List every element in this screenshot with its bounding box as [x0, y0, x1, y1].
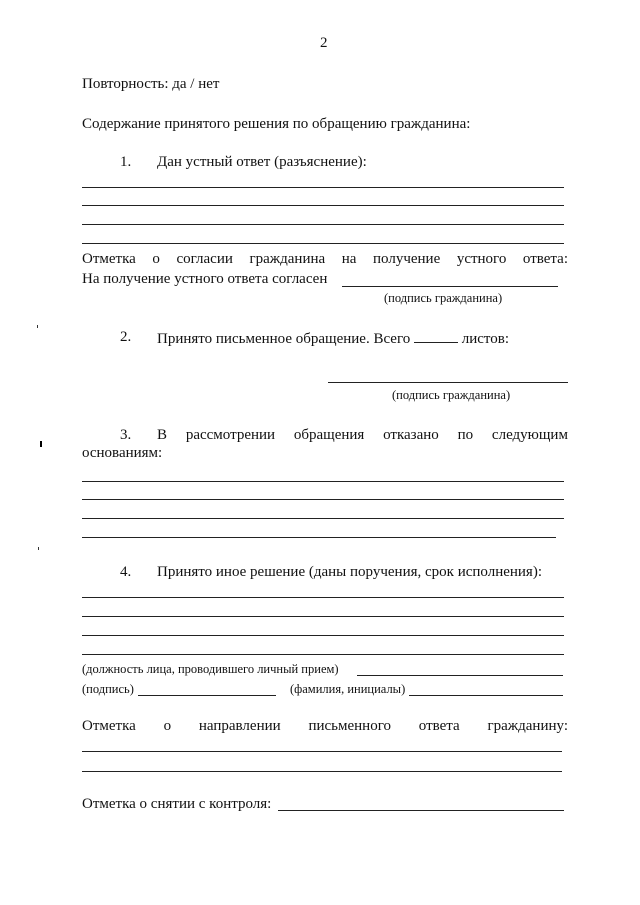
scan-speck	[37, 325, 38, 328]
section1-signature-caption: (подпись гражданина)	[384, 291, 503, 305]
section1-consent-line2: На получение устного ответа согласен	[82, 271, 328, 287]
scan-speck	[40, 441, 42, 447]
official-name-field[interactable]	[409, 695, 563, 696]
official-signature-label: (подпись)	[82, 682, 134, 696]
section4-decision-line-2[interactable]	[82, 616, 564, 617]
section1-number: 1.	[120, 154, 132, 170]
section3-reason-line-3[interactable]	[82, 518, 564, 519]
section3-line1: В рассмотрении обращения отказано по следующим	[157, 427, 568, 443]
section2-text	[157, 330, 509, 347]
section2-number: 2.	[120, 329, 132, 345]
section4-decision-line-4[interactable]	[82, 654, 564, 655]
section2-text-before: Принято письменное обращение. Всего	[157, 331, 411, 347]
section3-number: 3.	[120, 427, 132, 443]
section4-number: 4.	[120, 564, 132, 580]
control-removal-label: Отметка о снятии с контроля:	[82, 796, 272, 812]
section2-signature-caption: (подпись гражданина)	[392, 388, 511, 402]
section3-reason-line-4[interactable]	[82, 537, 556, 538]
section4-decision-line-3[interactable]	[82, 635, 564, 636]
official-position-field[interactable]	[357, 675, 563, 676]
section3-line2: основаниям:	[82, 445, 163, 461]
section2-text-after: листов:	[461, 331, 510, 347]
control-removal-field[interactable]	[278, 810, 564, 811]
section2-signature-line[interactable]	[328, 382, 568, 383]
section3-reason-line-2[interactable]	[82, 499, 564, 500]
section2-sheet-count-field[interactable]	[414, 330, 458, 343]
section1-answer-line-4[interactable]	[82, 243, 564, 244]
written-reply-line: Отметка о направлении письменного ответа гражданину:	[82, 718, 568, 734]
section3-reason-line-1[interactable]	[82, 481, 564, 482]
written-reply-field-1[interactable]	[82, 751, 562, 752]
content-heading: Содержание принятого решения по обращению гражданина:	[82, 116, 471, 132]
section1-consent-line: Отметка о согласии гражданина на получение устного ответа:	[82, 251, 568, 267]
section1-title: Дан устный ответ (разъяснение):	[157, 154, 367, 170]
section4-decision-line-1[interactable]	[82, 597, 564, 598]
repeat-line: Повторность: да / нет	[82, 76, 220, 92]
section1-signature-line[interactable]	[342, 286, 558, 287]
page-number: 2	[320, 35, 328, 51]
official-name-label: (фамилия, инициалы)	[290, 682, 406, 696]
scan-speck	[38, 547, 39, 550]
section1-answer-line-1[interactable]	[82, 187, 564, 188]
written-reply-field-2[interactable]	[82, 771, 562, 772]
section1-answer-line-3[interactable]	[82, 224, 564, 225]
official-signature-field[interactable]	[138, 695, 276, 696]
section1-answer-line-2[interactable]	[82, 205, 564, 206]
official-position-label: (должность лица, проводившего личный прием)	[82, 662, 339, 676]
section4-title: Принято иное решение (даны поручения, срок исполнения):	[157, 564, 542, 580]
